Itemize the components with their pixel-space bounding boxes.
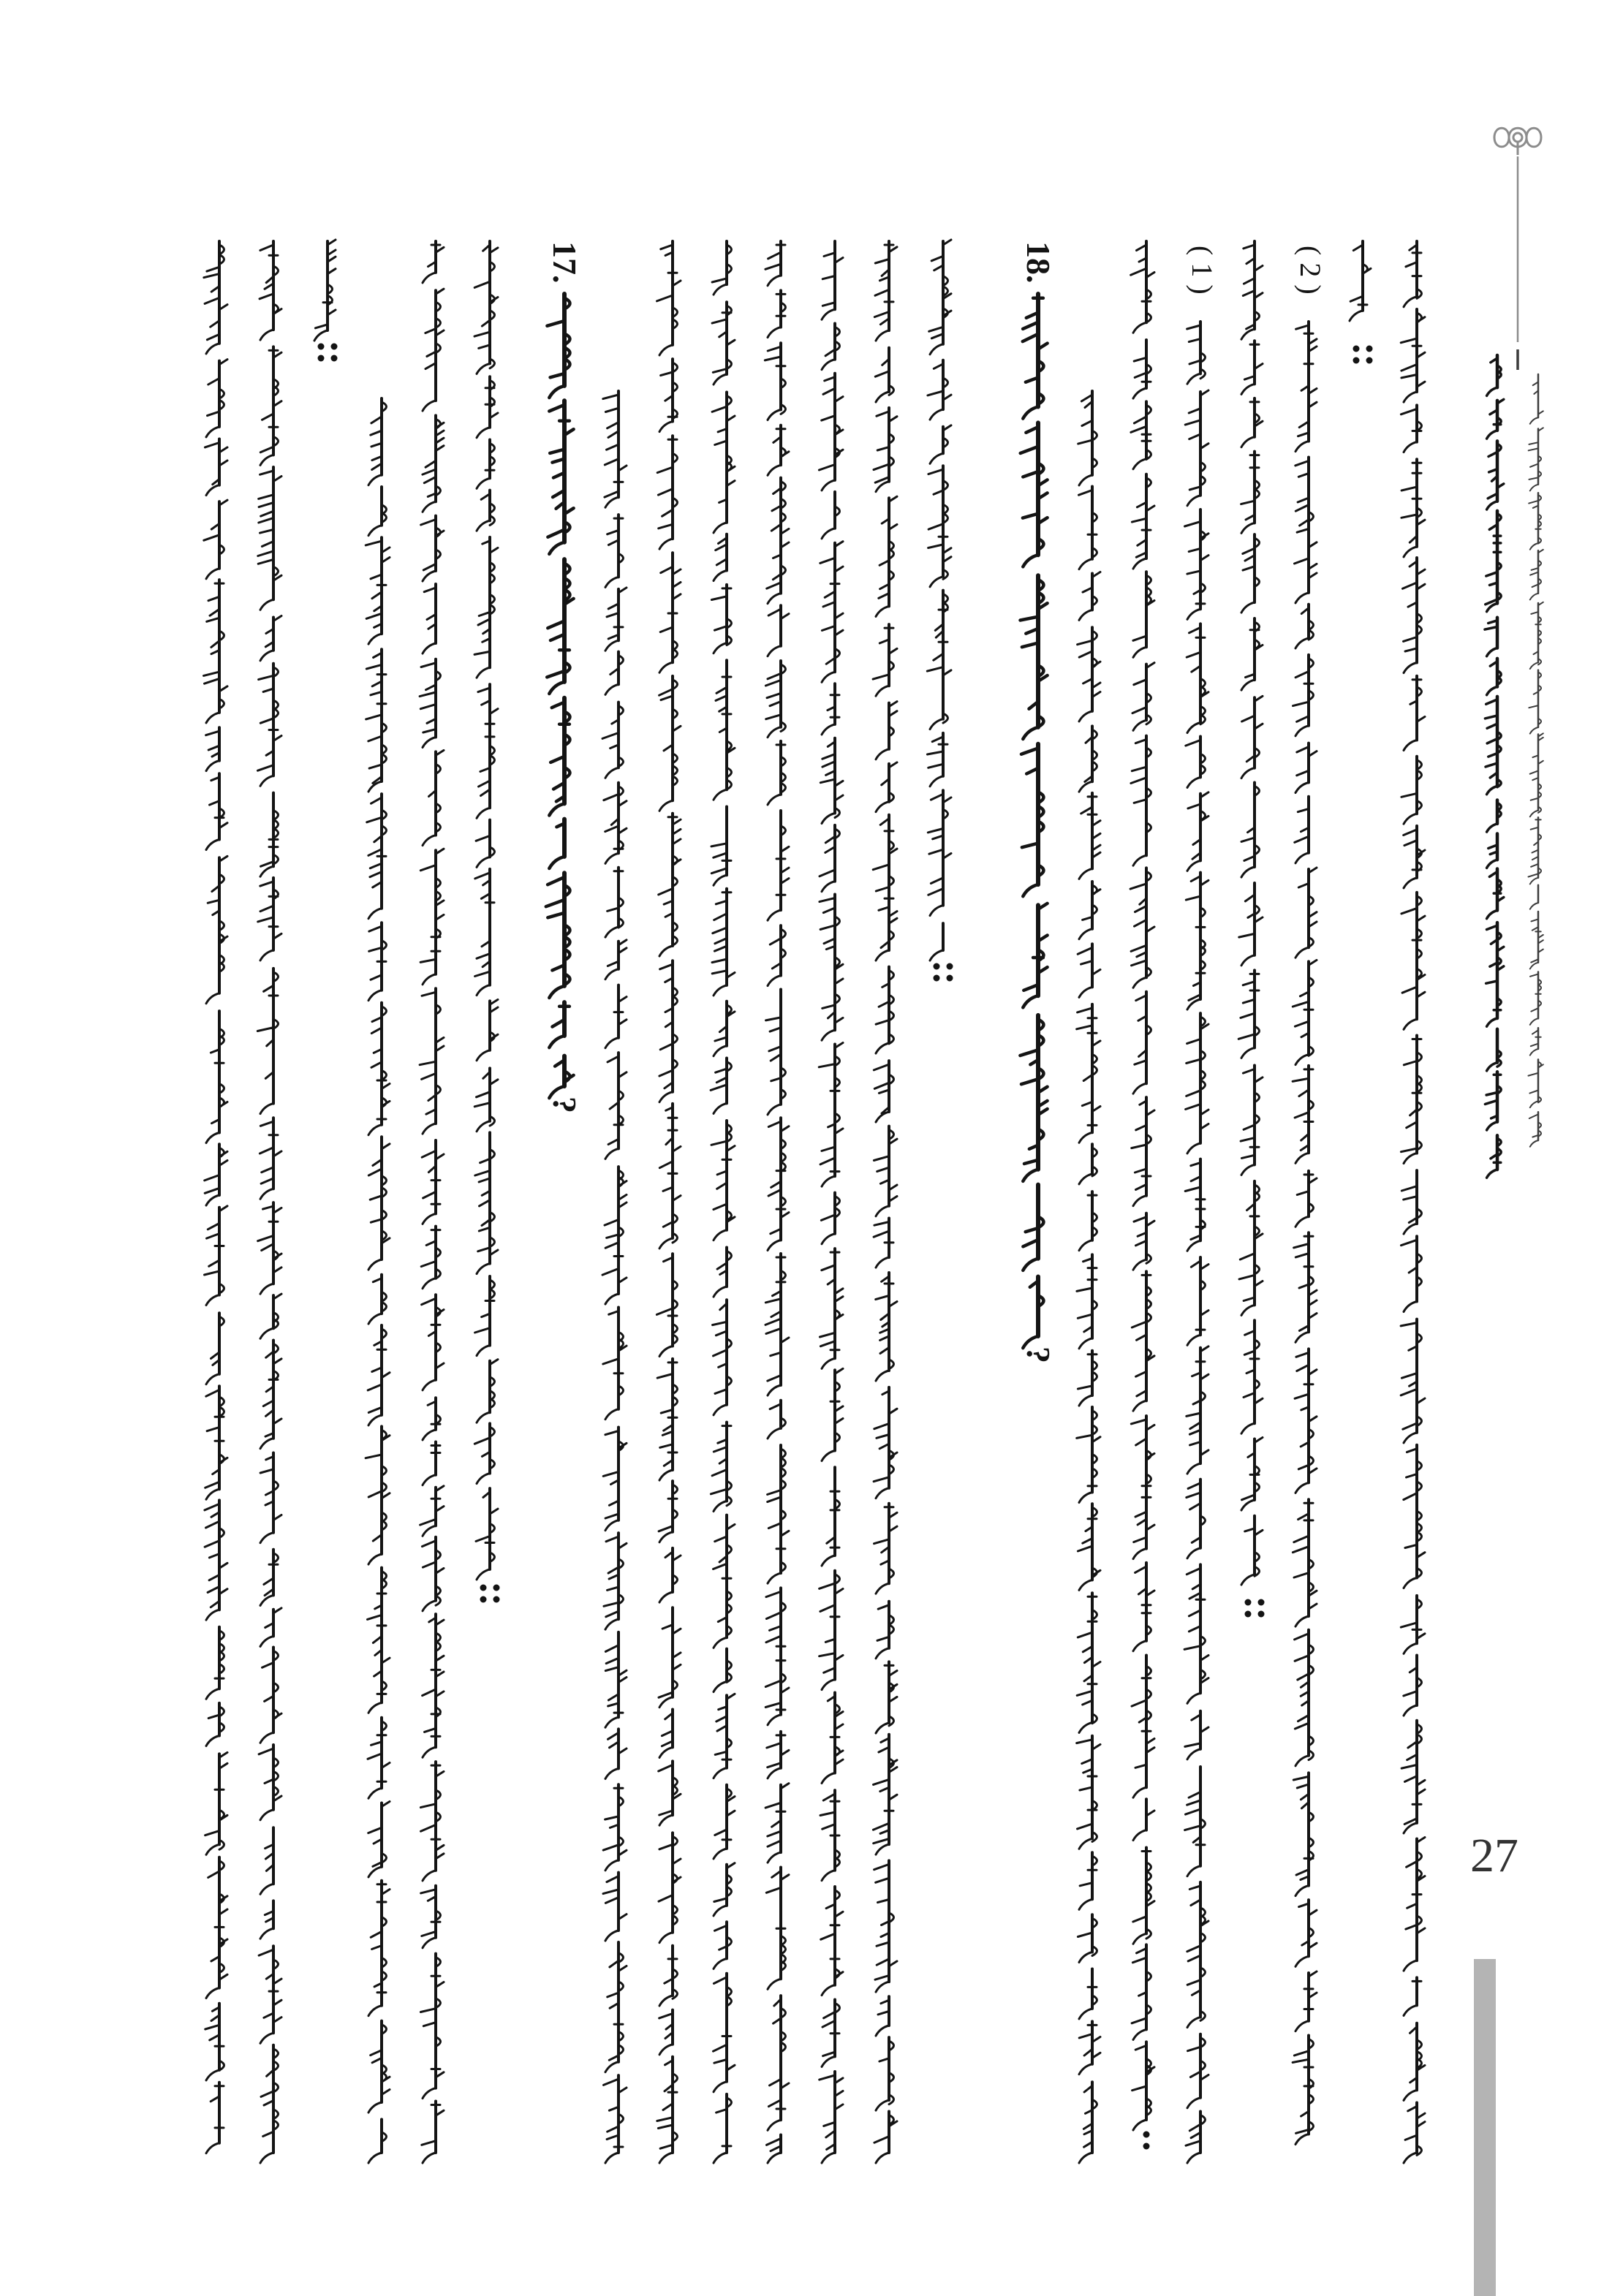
full-stop-mark	[934, 963, 940, 970]
full-stop-mark	[331, 344, 338, 350]
full-stop-mark	[934, 975, 940, 982]
question-18-end-mark: ?	[1020, 1346, 1057, 1363]
full-stop-mark	[1245, 1611, 1252, 1618]
answer-18-item-2-marker: ( 2 )	[1294, 246, 1327, 295]
full-stop-mark	[318, 355, 325, 362]
full-stop-mark	[318, 344, 325, 350]
full-stop-mark	[1353, 357, 1360, 364]
full-stop-mark	[1366, 357, 1373, 364]
full-stop-mark	[480, 1585, 487, 1591]
full-stop-mark	[493, 1596, 500, 1603]
full-stop-mark	[1258, 1611, 1265, 1618]
full-stop-mark	[1353, 346, 1360, 352]
page-number: 27	[1470, 1829, 1518, 1882]
full-stop-mark	[1258, 1599, 1265, 1606]
question-18-number: 18.	[1020, 241, 1057, 284]
answer-18-item-1-marker: ( 1 )	[1186, 246, 1219, 295]
colon-mark	[1143, 2132, 1150, 2138]
question-17-end-mark: ?	[546, 1096, 583, 1113]
full-stop-mark	[331, 355, 338, 362]
full-stop-mark	[1366, 346, 1373, 352]
question-17-number: 17.	[546, 241, 583, 284]
full-stop-mark	[493, 1585, 500, 1591]
full-stop-mark	[947, 963, 953, 970]
page-edge-tab	[1474, 1959, 1496, 2296]
full-stop-mark	[947, 975, 953, 982]
full-stop-mark	[480, 1596, 487, 1603]
colon-mark	[1143, 2143, 1150, 2150]
full-stop-mark	[1245, 1599, 1252, 1606]
